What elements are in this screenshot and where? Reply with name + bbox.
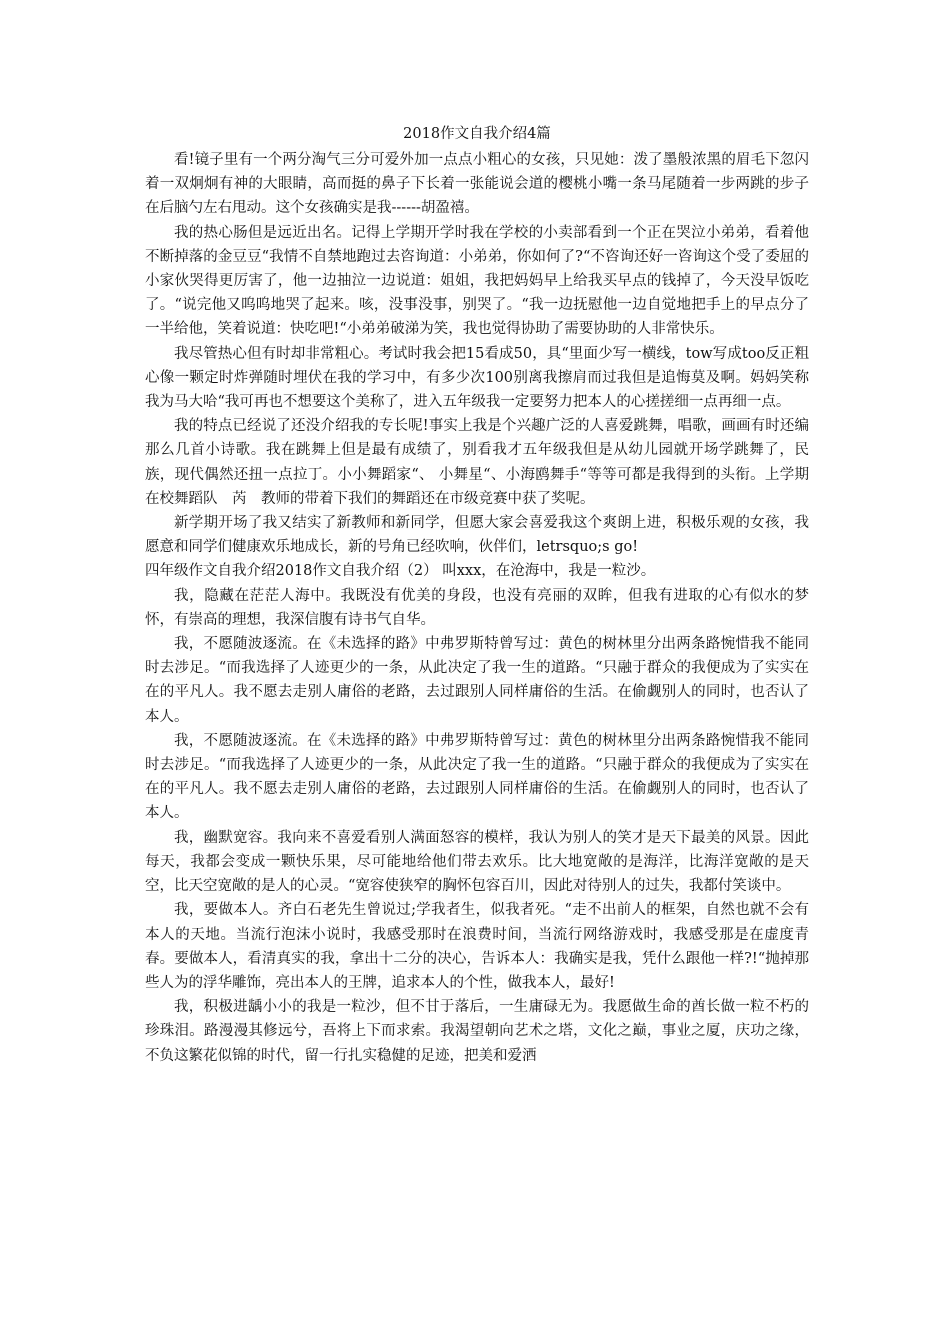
paragraph-9: 我，不愿随波逐流。在《未选择的路》中弗罗斯特曾写过：黄色的树林里分出两条路惋惜我不能同时去涉足。“而我选择了人迹更少的一条，从此决定了我一生的道路。“只融于群众的我便成为了实实在在的平凡人。我不愿去走别人庸俗的老路，去过跟别人同样庸俗的生活。在偷觑别人的同时，也否认了本人。 — [145, 732, 809, 822]
paragraph-10: 我，幽默宽容。我向来不喜爱看别人满面怒容的模样，我认为别人的笑才是天下最美的风景。因此每天，我都会变成一颗快乐果，尽可能地给他们带去欢乐。比大地宽敞的是海洋，比海洋宽敞的是天空，比天空宽敞的是人的心灵。“宽容使狭窄的胸怀包容百川，因此对待别人的过失，我都付笑谈中。 — [145, 829, 809, 895]
document-page — [145, 122, 809, 1068]
paragraph-4: 我的特点已经说了还没介绍我的专长呢!事实上我是个兴趣广泛的人喜爱跳舞，唱歌，画画有时还编那么几首小诗歌。我在跳舞上但是最有成绩了，别看我才五年级我但是从幼儿园就开场学跳舞了，民族，现代偶然还扭一点拉丁。小小舞蹈家“、 小舞星“、小海鸥舞手“等等可都是我得到的头衔。上学期在校舞蹈队 芮 教师的带着下我们的舞蹈还在市级竞赛中获了奖呢。 — [145, 418, 809, 507]
paragraph-12: 我，积极进龋小小的我是一粒沙，但不甘于落后，一生庸碌无为。我愿做生命的酋长做一粒不朽的珍珠泪。路漫漫其修远兮，吾将上下而求索。我渴望朝向艺术之塔，文化之巅，事业之厦，庆功之缘，不负这繁花似锦的时代，留一行扎实稳健的足迹，把美和爱洒 — [145, 999, 809, 1064]
paragraph-5: 新学期开场了我又结实了新教师和新同学，但愿大家会喜爱我这个爽朗上进，积极乐观的女孩，我愿意和同学们健康欢乐地成长，新的号角已经吹响，伙伴们，letrsquo;s go! — [145, 515, 809, 556]
paragraph-2: 我的热心肠但是远近出名。记得上学期开学时我在学校的小卖部看到一个正在哭泣小弟弟，看着他不断掉落的金豆豆“我情不自禁地跑过去咨询道：小弟弟，你如何了?“不咨询还好一咨询这个受了委屈的小家伙哭得更厉害了，他一边抽泣一边说道：姐姐，我把妈妈早上给我买早点的钱掉了，今天没早饭吃了。“说完他又呜呜地哭了起来。咳，没事没事，别哭了。“我一边抚慰他一边自觉地把手上的早点分了一半给他，笑着说道：快吃吧!“小弟弟破涕为笑，我也觉得协助了需要协助的人非常快乐。 — [145, 224, 809, 338]
document-title: 2018作文自我介绍4篇 — [403, 126, 551, 142]
paragraph-8: 我，不愿随波逐流。在《未选择的路》中弗罗斯特曾写过：黄色的树林里分出两条路惋惜我不能同时去涉足。“而我选择了人迹更少的一条，从此决定了我一生的道路。“只融于群众的我便成为了实实在在的平凡人。我不愿去走别人庸俗的老路，去过跟别人同样庸俗的生活。在偷觑别人的同时，也否认了本人。 — [145, 636, 809, 725]
paragraph-7: 我，隐藏在茫茫人海中。我既没有优美的身段，也没有亮丽的双眸，但我有进取的心有似水的梦怀，有崇高的理想，我深信腹有诗书气自华。 — [145, 587, 809, 628]
paragraph-1: 看!镜子里有一个两分淘气三分可爱外加一点点小粗心的女孩，只见她：泼了墨般浓黑的眉毛下忽闪着一双炯炯有神的大眼睛，高而挺的鼻子下长着一张能说会道的樱桃小嘴一条马尾随着一步两跳的步子在后脑勺左右甩动。这个女孩确实是我------胡盈禧。 — [145, 152, 809, 217]
paragraph-6: 四年级作文自我介绍2018作文自我介绍（2） 叫xxx，在沧海中，我是一粒沙。 — [145, 563, 656, 580]
paragraph-11: 我，要做本人。齐白石老先生曾说过;学我者生，似我者死。“走不出前人的框架，自然也就不会有本人的天地。当流行泡沫小说时，我感受那时在浪费时间，当流行网络游戏时，我感受那是在虚度青春。要做本人，看清真实的我，拿出十二分的决心，告诉本人：我确实是我，凭什么跟他一样?!“抛掉那些人为的浮华雕饰，亮出本人的王牌，追求本人的个性，做我本人，最好! — [145, 902, 809, 991]
paragraph-3: 我尽管热心但有时却非常粗心。考试时我会把15看成50，具“里面少写一横线，tow写成too反正粗心像一颗定时炸弹随时埋伏在我的学习中，有多少次100别离我擦肩而过我但是追悔莫及啊。妈妈笑称我为马大哈“我可再也不想要这个美称了，进入五年级我一定要努力把本人的心搓搓细一点再细一点。 — [145, 345, 809, 411]
